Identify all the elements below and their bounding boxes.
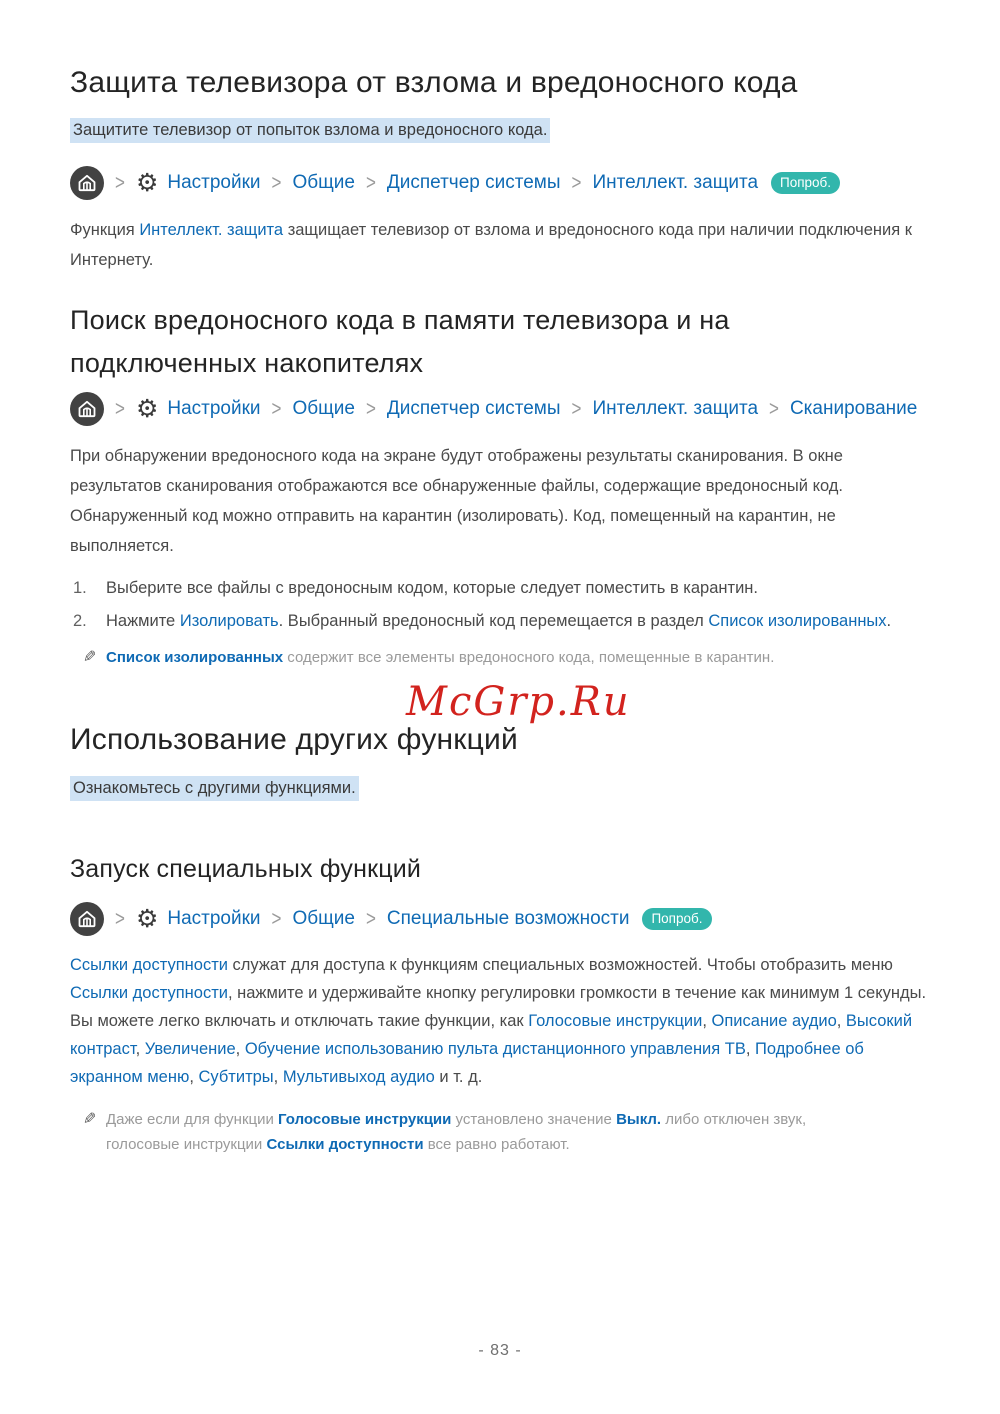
text-run: Даже если для функции xyxy=(106,1111,279,1128)
text-run: установлено значение xyxy=(451,1111,617,1128)
inline-link[interactable]: Голосовые инструкции xyxy=(528,1012,703,1030)
breadcrumb xyxy=(70,391,928,427)
text-run: , нажмите и удерживайте кнопку регулировки громкости в течение как минимум 1 секунды. Вы можете легко включать и отключать такие функции, как xyxy=(70,984,927,1030)
watermark: McGrp.Ru xyxy=(406,679,631,725)
chevron-icon: > xyxy=(365,170,376,195)
chevron-icon: > xyxy=(115,396,125,421)
text-run: , xyxy=(273,1068,283,1086)
text-run: либо отключен звук, голосовые инструкции xyxy=(106,1111,807,1153)
section-title-tv-protection: Защита телевизора от взлома и вредоносного кода xyxy=(70,66,798,99)
list-item xyxy=(70,606,928,637)
inline-link[interactable]: Высокий контраст xyxy=(70,1012,913,1058)
chevron-icon: > xyxy=(365,396,376,421)
paragraph-smart-security xyxy=(70,215,928,275)
breadcrumb-link[interactable]: Сканирование xyxy=(789,398,918,419)
inline-link[interactable]: Мультивыход аудио xyxy=(282,1068,435,1086)
breadcrumb-link[interactable]: Настройки xyxy=(167,398,261,419)
highlighted-summary: Защитите телевизор от попыток взлома и вредоносного кода. xyxy=(70,118,550,143)
note-text xyxy=(106,645,774,670)
step-number: 1. xyxy=(73,579,87,597)
inline-link[interactable]: Изолировать xyxy=(179,612,279,630)
home-icon xyxy=(70,392,104,426)
list-item xyxy=(70,573,928,604)
inline-link[interactable]: Описание аудио xyxy=(711,1012,837,1030)
text-run: При обнаружении вредоносного кода на экране будут отображены результаты сканирования. В окне результатов сканирования отображаются все обнаруженные файлы, содержащие вредоносный код. Обнаруженный код можно отправить на карантин (изолировать). Код, помещенный на карантин, не выполняется. xyxy=(70,447,844,555)
page-number: - 83 - xyxy=(478,1342,522,1359)
inline-link[interactable]: Ссылки доступности xyxy=(70,956,228,974)
home-icon xyxy=(70,166,104,200)
text-run: , xyxy=(745,1040,756,1058)
chevron-icon: > xyxy=(271,170,282,195)
try-now-badge: Попроб. xyxy=(771,172,840,195)
text-run: Выберите все файлы с вредоносным кодом, которые следует поместить в карантин. xyxy=(106,579,758,597)
note-text xyxy=(106,1107,866,1157)
text-run: защищает телевизор от взлома и вредоносного кода при наличии подключения к Интернету. xyxy=(70,221,912,269)
text-run: Функция xyxy=(70,221,140,239)
text-run: , xyxy=(189,1068,199,1086)
breadcrumb-link[interactable]: Диспетчер системы xyxy=(386,398,561,419)
chevron-icon: > xyxy=(365,906,376,931)
breadcrumb-link[interactable]: Диспетчер системы xyxy=(386,172,561,193)
text-run: все равно работают. xyxy=(423,1136,570,1153)
inline-link[interactable]: Голосовые инструкции xyxy=(278,1111,452,1128)
breadcrumb-link[interactable]: Общие xyxy=(292,908,355,929)
text-run: . Выбранный вредоносный код перемещается в раздел xyxy=(278,612,709,630)
text-run: Нажмите xyxy=(106,612,180,630)
breadcrumb-link[interactable]: Общие xyxy=(292,172,355,193)
inline-link[interactable]: Субтитры xyxy=(198,1068,274,1086)
chevron-icon: > xyxy=(115,170,125,195)
text-run: , xyxy=(135,1040,145,1058)
numbered-steps xyxy=(70,573,928,637)
pencil-icon: ✎ xyxy=(83,1111,97,1128)
inline-link[interactable]: Интеллект. защита xyxy=(139,221,284,239)
text-run: и т. д. xyxy=(434,1068,483,1086)
inline-link[interactable]: Подробнее об экранном меню xyxy=(70,1040,864,1086)
breadcrumb-link[interactable]: Настройки xyxy=(167,908,261,929)
section-title-accessibility: Запуск специальных функций xyxy=(70,855,422,883)
chevron-icon: > xyxy=(769,396,779,421)
inline-link[interactable]: Список изолированных xyxy=(708,612,887,630)
gear-icon: ⚙ xyxy=(135,394,159,423)
inline-link[interactable]: Ссылки доступности xyxy=(266,1136,424,1153)
text-run: содержит все элементы вредоносного кода, помещенные в карантин. xyxy=(283,649,775,666)
highlighted-summary: Ознакомьтесь с другими функциями. xyxy=(70,776,359,801)
paragraph-scan-results xyxy=(70,441,928,561)
text-run: , xyxy=(702,1012,712,1030)
breadcrumb xyxy=(70,901,928,937)
breadcrumb-link[interactable]: Специальные возможности xyxy=(386,908,630,929)
text-run: . xyxy=(886,612,892,630)
breadcrumb-link[interactable]: Интеллект. защита xyxy=(592,398,759,419)
section-title-malware-scan: Поиск вредоносного кода в памяти телевизора и на подключенных накопителях xyxy=(70,305,730,378)
breadcrumb xyxy=(70,165,928,201)
paragraph-accessibility-shortcuts xyxy=(70,951,928,1091)
breadcrumb-link[interactable]: Интеллект. защита xyxy=(592,172,759,193)
gear-icon: ⚙ xyxy=(135,168,159,197)
inline-link[interactable]: Выкл. xyxy=(616,1111,662,1128)
breadcrumb-link[interactable]: Настройки xyxy=(167,172,261,193)
pencil-icon: ✎ xyxy=(83,649,97,666)
gear-icon: ⚙ xyxy=(135,904,159,933)
chevron-icon: > xyxy=(571,396,582,421)
inline-link[interactable]: Ссылки доступности xyxy=(70,984,228,1002)
text-run: , xyxy=(836,1012,846,1030)
step-text xyxy=(106,606,891,637)
try-now-badge: Попроб. xyxy=(642,908,711,931)
inline-link[interactable]: Обучение использованию пульта дистанционного управления ТВ xyxy=(244,1040,746,1058)
chevron-icon: > xyxy=(571,170,582,195)
chevron-icon: > xyxy=(271,396,282,421)
text-run: служат для доступа к функциям специальных возможностей. Чтобы отобразить меню xyxy=(227,956,893,974)
section-title-other-functions: Использование других функций xyxy=(70,723,518,756)
text-run: , xyxy=(235,1040,245,1058)
home-icon xyxy=(70,902,104,936)
chevron-icon: > xyxy=(115,906,125,931)
step-text xyxy=(106,573,758,604)
note xyxy=(70,645,928,670)
step-number: 2. xyxy=(73,612,87,630)
inline-link[interactable]: Увеличение xyxy=(144,1040,236,1058)
inline-link[interactable]: Список изолированных xyxy=(106,649,284,666)
breadcrumb-link[interactable]: Общие xyxy=(292,398,355,419)
note xyxy=(70,1107,928,1157)
chevron-icon: > xyxy=(271,906,282,931)
